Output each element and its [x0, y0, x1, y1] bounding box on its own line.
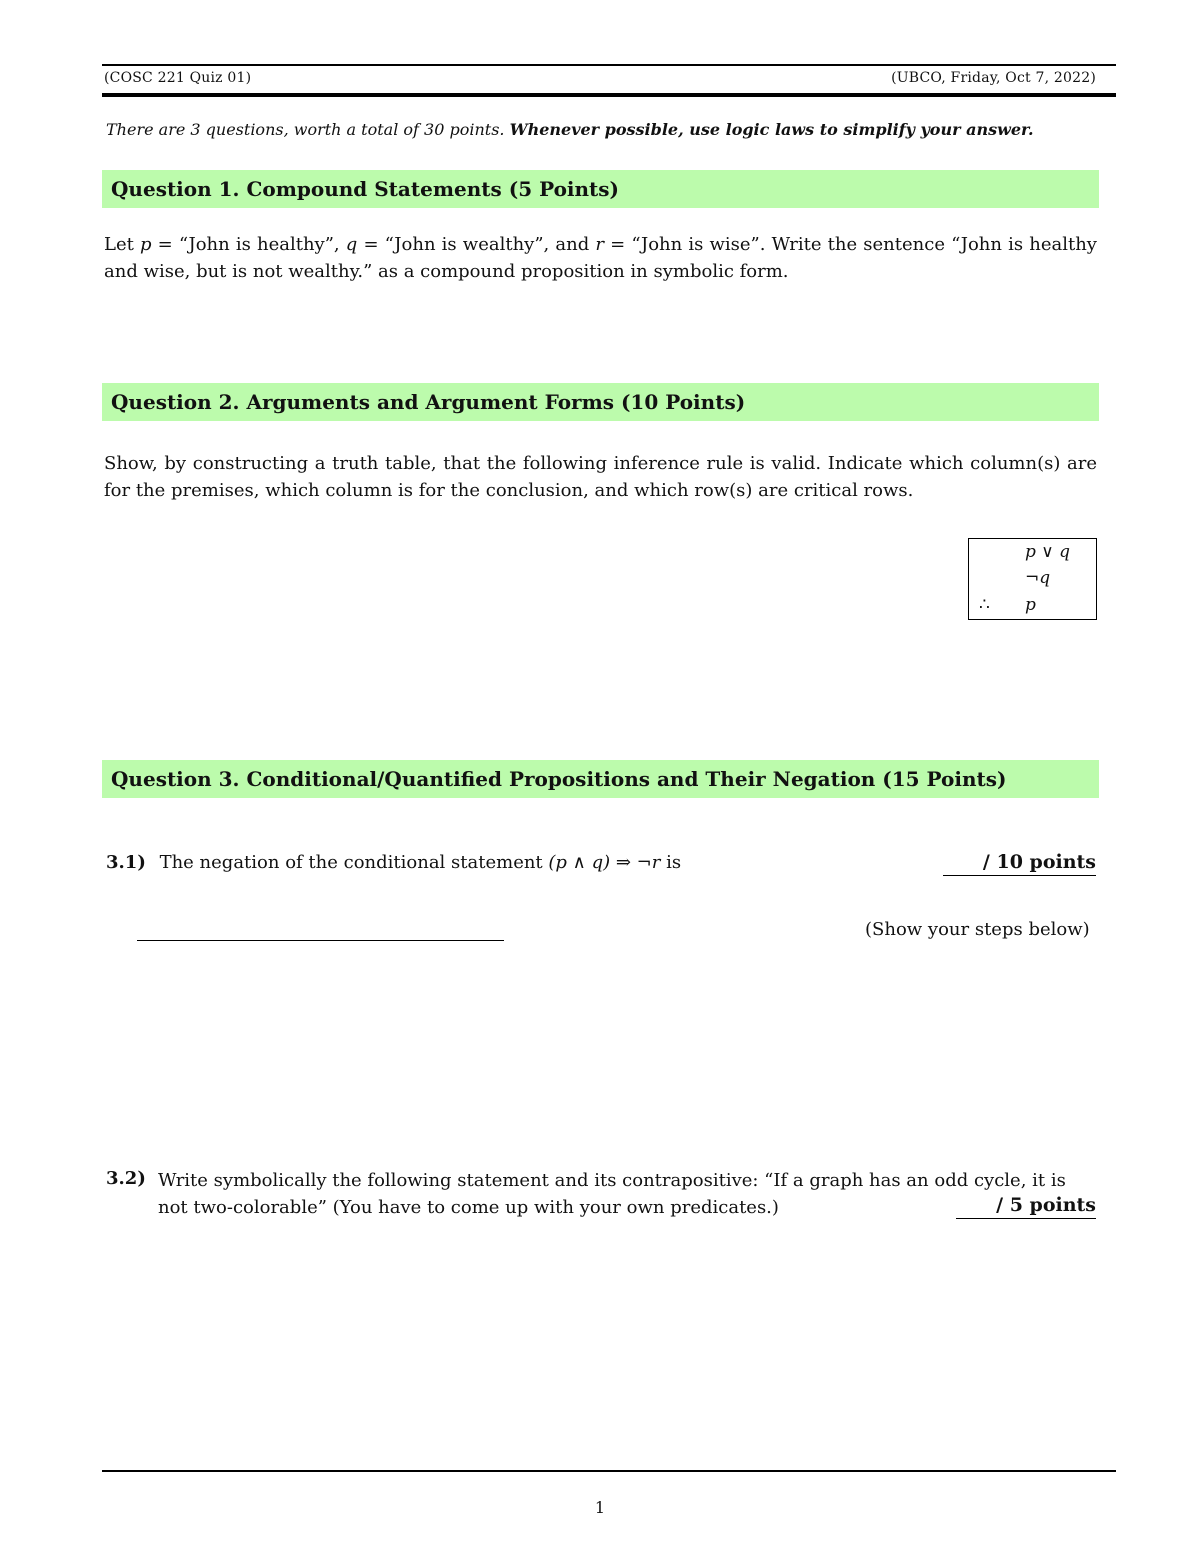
q1-p-def: = “John is healthy”, [157, 234, 340, 255]
premise-2: ¬q [1025, 568, 1051, 588]
answer-blank-line[interactable] [137, 940, 504, 941]
subquestion-3-2-number-wrap [106, 1168, 146, 1189]
subquestion-3-1-number: 3.1) [106, 852, 146, 873]
subquestion-3-1 [106, 852, 681, 873]
intro-text [106, 120, 1034, 139]
q1-r-def: = “John is wise”. Write the sentence “John is healthy and wise, but is not wealthy.” as a compound proposition in symbolic form. [104, 234, 1097, 282]
header-rule-top [102, 64, 1116, 66]
inference-rule-box [968, 538, 1097, 620]
question-2-body: Show, by constructing a truth table, that the following inference rule is valid. Indicate which column(s) are for the premises, which column is for the conclusion, and which row(s) are critical rows. [104, 453, 1097, 501]
q1-q-def: = “John is wealthy”, and [363, 234, 590, 255]
question-2-heading: Question 2. Arguments and Argument Forms (10 Points) [102, 383, 1099, 421]
subquestion-3-1-expression: (p ∧ q) ⇒ ¬r [548, 852, 661, 873]
subquestion-3-2-line-2: not two-colorable” (You have to come up with your own predicates.) [158, 1197, 779, 1218]
conclusion: p [1025, 595, 1036, 615]
question-3-heading: Question 3. Conditional/Quantified Propositions and Their Negation (15 Points) [102, 760, 1099, 798]
q1-var-p: p [139, 234, 152, 255]
header-right: (UBCO, Friday, Oct 7, 2022) [891, 70, 1096, 86]
footer-rule [102, 1470, 1116, 1472]
header-left: (COSC 221 Quiz 01) [104, 70, 252, 86]
subquestion-3-1-is: is [666, 852, 682, 873]
points-3-2-label: / 5 points [996, 1194, 1096, 1216]
points-3-1 [943, 851, 1096, 876]
points-3-1-label: / 10 points [982, 851, 1096, 873]
show-steps-note: (Show your steps below) [865, 919, 1090, 940]
header-rule-bottom [102, 93, 1116, 97]
q1-var-q: q [345, 234, 358, 255]
q1-let: Let [104, 234, 134, 255]
subquestion-3-2-line-1: Write symbolically the following statement and its contrapositive: “If a graph has an odd cycle, it is [158, 1170, 1066, 1191]
q1-var-r: r [595, 234, 605, 255]
therefore-symbol: ∴ [979, 595, 990, 615]
intro-bold: Whenever possible, use logic laws to simplify your answer. [509, 120, 1034, 139]
subquestion-3-1-text: The negation of the conditional statement [159, 852, 543, 873]
question-1-heading: Question 1. Compound Statements (5 Points) [102, 170, 1099, 208]
intro-plain: There are 3 questions, worth a total of 30 points. [106, 120, 505, 139]
question-1-body [104, 231, 1097, 285]
page-number: 1 [594, 1498, 606, 1517]
premise-1: p ∨ q [1025, 542, 1071, 562]
subquestion-3-2-number: 3.2) [106, 1168, 146, 1189]
points-3-2 [956, 1194, 1096, 1219]
